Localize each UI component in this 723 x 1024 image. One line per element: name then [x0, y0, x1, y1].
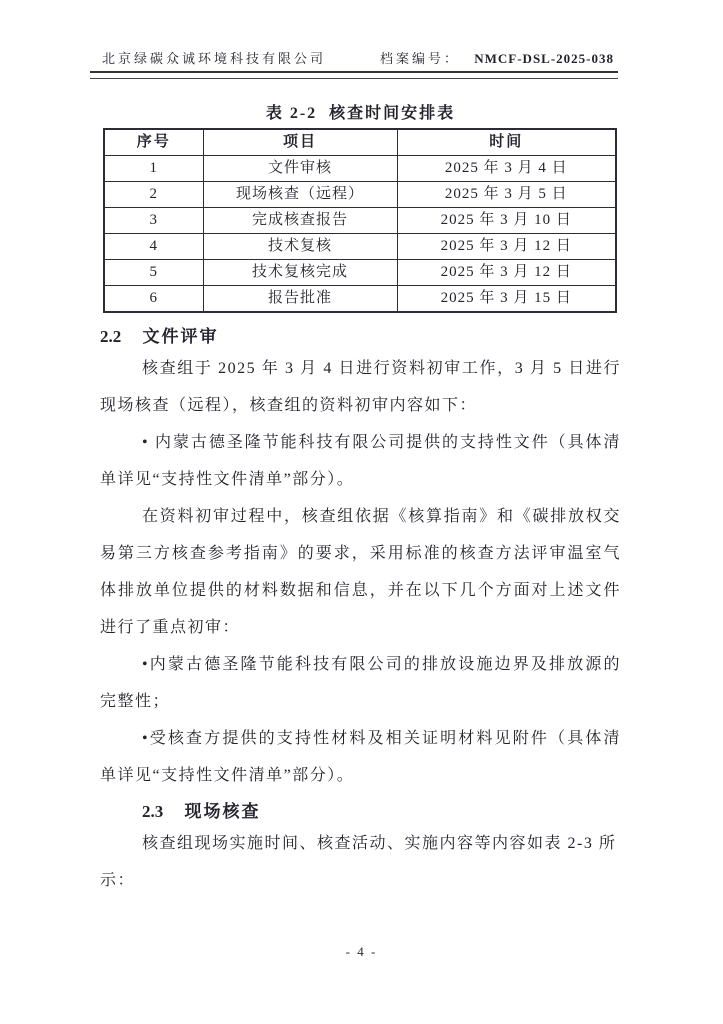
- paragraph-onsite: 核查组现场实施时间、核查活动、实施内容等内容如表 2-3 所示：: [100, 835, 617, 889]
- paragraph-review-process: 在资料初审过程中，核查组依据《核算指南》和《碳排放权交易第三方核查参考指南》的要求，采用标准的核查方法评审温室气体排放单位提供的材料数据和信息，并在以下几个方面对上述文件进行了重点初审：: [100, 508, 621, 636]
- cell-item: 完成核查报告: [203, 208, 397, 234]
- document-body: [100, 101, 621, 899]
- cell-item: 技术复核: [203, 234, 397, 260]
- section-number: 2.3: [142, 802, 164, 821]
- cell-item: 报告批准: [203, 286, 397, 313]
- cell-item: 现场核查（远程）: [203, 182, 397, 208]
- verification-schedule-table: [103, 128, 617, 313]
- header-rule-top: [90, 71, 618, 73]
- column-header-item: 项目: [203, 129, 397, 156]
- table-caption: [100, 101, 621, 126]
- table-caption-title: 核查时间安排表: [329, 105, 456, 122]
- bullet-item-boundary: •内蒙古德圣隆节能科技有限公司的排放设施边界及排放源的完整性；: [100, 656, 621, 710]
- cell-time: 2025 年 3 月 12 日: [397, 260, 616, 286]
- bullet-item-materials: •受核查方提供的支持性材料及相关证明材料见附件（具体清单详见“支持性文件清单”部分）。: [100, 730, 621, 784]
- cell-time: 2025 年 3 月 4 日: [397, 156, 616, 182]
- page-header: [90, 48, 618, 79]
- archive-number-label: 档案编号：: [379, 51, 460, 66]
- cell-time: 2025 年 3 月 10 日: [397, 208, 616, 234]
- cell-item: 文件审核: [203, 156, 397, 182]
- bullet-item-supporting-docs: • 内蒙古德圣隆节能科技有限公司提供的支持性文件（具体清单详见“支持性文件清单”部分）。: [100, 434, 621, 488]
- cell-seq: 1: [104, 156, 203, 182]
- section-heading-2-3: [142, 799, 621, 825]
- table-row: [104, 234, 616, 260]
- section-heading-2-2: [100, 324, 621, 350]
- section-number: 2.2: [100, 327, 122, 346]
- cell-time: 2025 年 3 月 12 日: [397, 234, 616, 260]
- cell-item: 技术复核完成: [203, 260, 397, 286]
- table-row: [104, 208, 616, 234]
- paragraph-intro: 核查组于 2025 年 3 月 4 日进行资料初审工作，3 月 5 日进行现场核查（远程），核查组的资料初审内容如下：: [100, 360, 621, 414]
- table-header-row: [104, 129, 616, 156]
- company-name: 北京绿碳众诚环境科技有限公司: [102, 51, 327, 66]
- cell-time: 2025 年 3 月 5 日: [397, 182, 616, 208]
- header-rule-bottom: [90, 78, 618, 79]
- cell-seq: 5: [104, 260, 203, 286]
- section-title: 现场核查: [184, 802, 261, 821]
- table-row: [104, 260, 616, 286]
- table-row: [104, 286, 616, 313]
- column-header-seq: 序号: [104, 129, 203, 156]
- page-number: - 4 -: [345, 944, 378, 959]
- archive-number-value: NMCF-DSL-2025-038: [474, 51, 614, 66]
- table-row: [104, 156, 616, 182]
- table-caption-number: 表 2-2: [265, 105, 318, 122]
- cell-seq: 4: [104, 234, 203, 260]
- archive-number: [380, 48, 614, 67]
- cell-seq: 2: [104, 182, 203, 208]
- cell-seq: 6: [104, 286, 203, 313]
- column-header-time: 时间: [397, 129, 616, 156]
- cell-time: 2025 年 3 月 15 日: [397, 286, 616, 313]
- section-title: 文件评审: [142, 327, 219, 346]
- cell-seq: 3: [104, 208, 203, 234]
- table-row: [104, 182, 616, 208]
